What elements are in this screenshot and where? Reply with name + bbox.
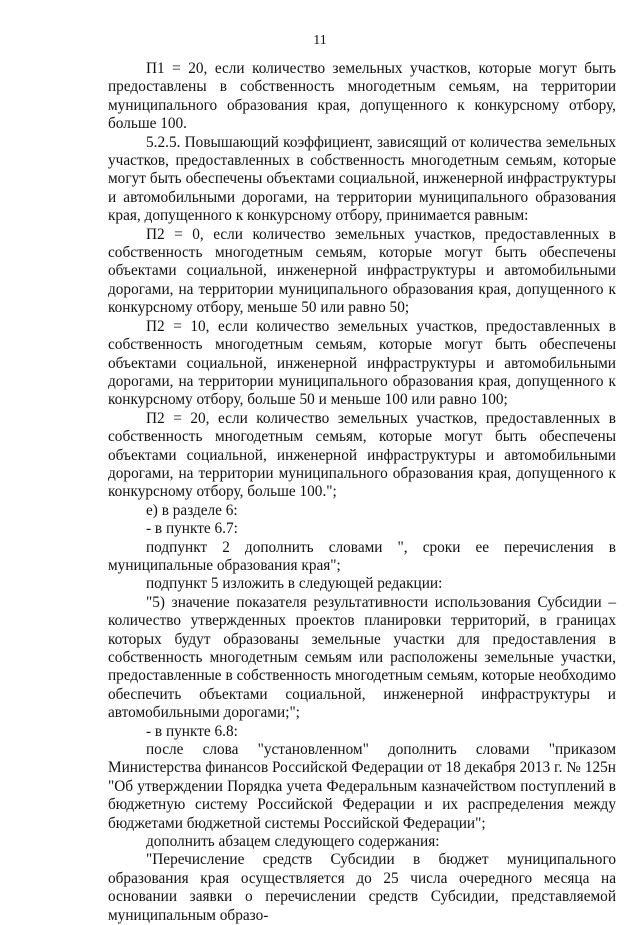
paragraph-transfer: "Перечисление средств Субсидии в бюджет муниципального образования края осуществляется до 25 числа очередного месяца на основании заявки о перечислении средств Субсидии, представляемой муниципальным образо- — [108, 851, 616, 924]
paragraph-point-6-8: - в пункте 6.8: — [146, 722, 238, 740]
paragraph-after-word: после слова "установленном" дополнить словами "приказом Министерства финансов Российской Федерации от 18 декабря 2013 г. № 125н "Об утверждении Порядка учета Федеральным казначейством поступлений в бюджетную систему Российской Федерации и их распределения между бюджетами бюджетной системы Российской Федерации"; — [108, 741, 616, 832]
paragraph-point-6-7: - в пункте 6.7: — [146, 520, 238, 538]
document-body — [108, 60, 616, 925]
paragraph-subpoint-2: подпункт 2 дополнить словами ", сроки ее перечисления в муниципальные образования края"; — [108, 538, 616, 574]
paragraph-add-abzac: дополнить абзацем следующего содержания: — [146, 833, 440, 851]
page-number: 11 — [313, 33, 327, 48]
paragraph-p2-10: П2 = 10, если количество земельных участков, предоставленных в собственность многодетным семьям, которые могут быть обеспечены объектами социальной, инженерной инфраструктуры и автомобильными дорогами, на территории муниципального образования края, допущенного к конкурсному отбору, больше 50 и меньше 100 или равно 100; — [108, 317, 616, 409]
paragraph-5-2-5: 5.2.5. Повышающий коэффициент, зависящий от количества земельных участков, предоставленных в собственность многодетным семьям, которые могут быть обеспечены объектами социальной, инженерной инфраструктуры и автомобильными дорогами, на территории муниципального образования края, допущенного к конкурсному отбору, принимается равным: — [108, 133, 616, 225]
paragraph-subpoint-5: подпункт 5 изложить в следующей редакции: — [146, 575, 443, 593]
paragraph-section-6: е) в разделе 6: — [146, 501, 238, 519]
paragraph-p1-20: П1 = 20, если количество земельных участков, которые могут быть предоставлены в собственность многодетным семьям, на территории муниципального образования края, допущенного к конкурсному отбору, больше 100. — [108, 60, 616, 133]
paragraph-subpoint-5-text: "5) значение показателя результативности использования Субсидии – количество утвержденных проектов планировки территорий, в границах которых будут образованы земельные участки для предоставления в собственность многодетным семьям или расположены земельные участки, предоставленные в собственность многодетным семьям, которые необходимо обеспечить объектами социальной, инженерной инфраструктуры и автомобильными дорогами;"; — [108, 593, 616, 722]
paragraph-p2-0: П2 = 0, если количество земельных участков, предоставленных в собственность многодетным семьям, которые могут быть обеспечены объектами социальной, инженерной инфраструктуры и автомобильными дорогами, на территории муниципального образования края, допущенного к конкурсному отбору, меньше 50 или равно 50; — [108, 225, 616, 317]
paragraph-p2-20: П2 = 20, если количество земельных участков, предоставленных в собственность многодетным семьям, которые могут быть обеспечены объектами социальной, инженерной инфраструктуры и автомобильными дорогами, на территории муниципального образования края, допущенного к конкурсному отбору, больше 100."; — [108, 409, 616, 501]
